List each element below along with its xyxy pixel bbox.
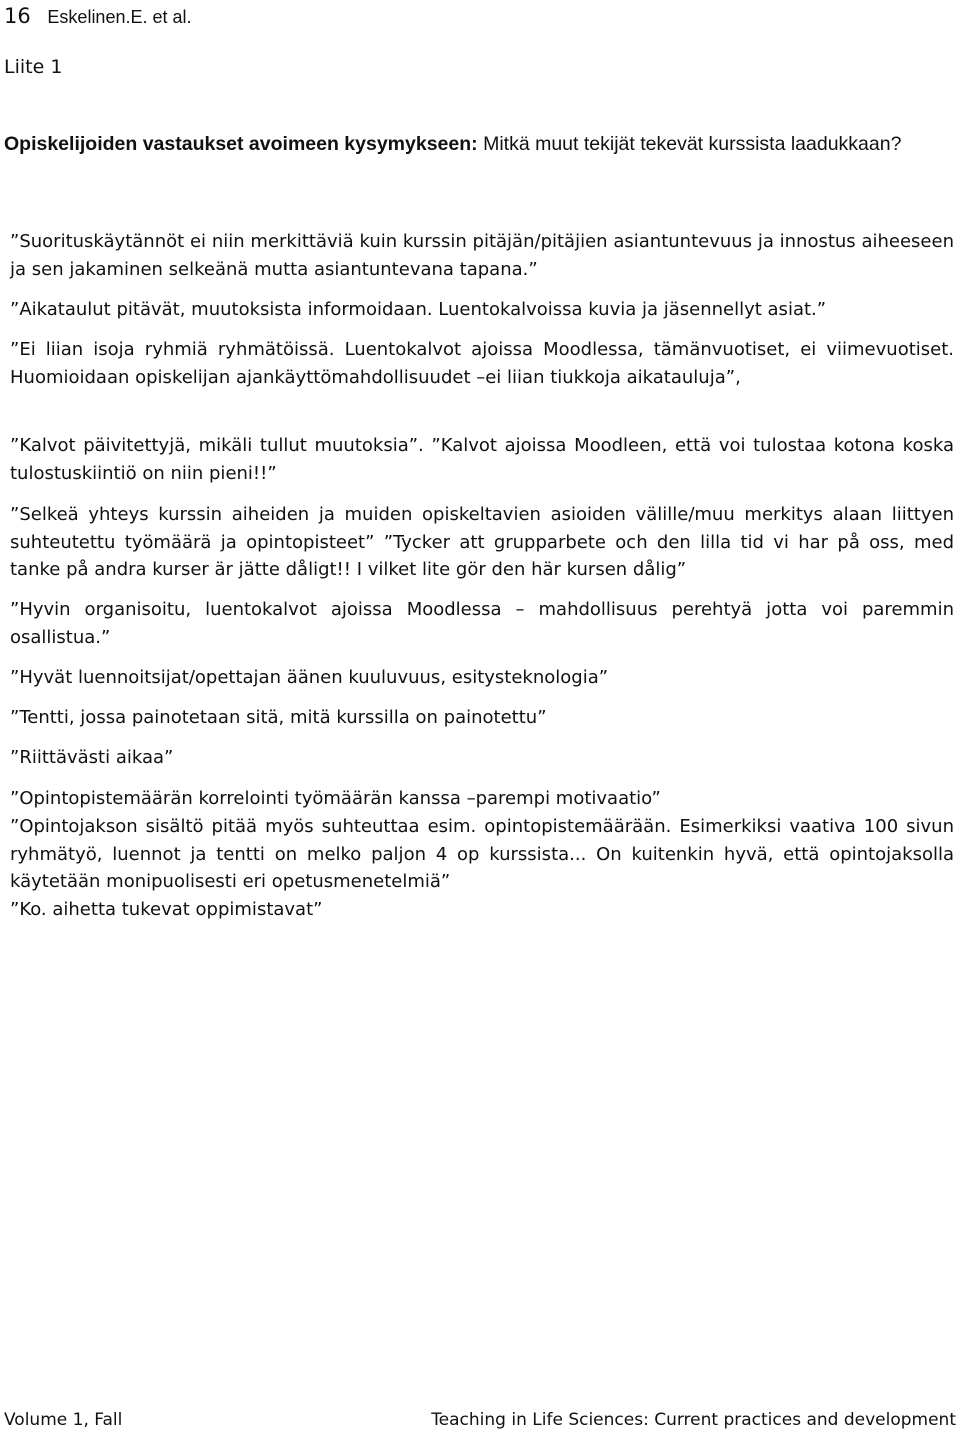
- page-header: [4, 4, 192, 28]
- answer-item: ”Hyvin organisoitu, luentokalvot ajoissa Moodlessa – mahdollisuus perehtyä jotta voi paremmin osallistua.”: [10, 599, 954, 648]
- running-authors: Eskelinen.E. et al.: [47, 7, 192, 27]
- answer-item: ”Opintopistemäärän korrelointi työmäärän kanssa –parempi motivaatio”: [10, 788, 661, 809]
- answer-item: ”Riittävästi aikaa”: [10, 747, 174, 768]
- answer-item: ”Aikataulut pitävät, muutoksista informoidaan. Luentokalvoissa kuvia ja jäsennellyt asiat.”: [10, 299, 827, 320]
- question-bold: Opiskelijoiden vastaukset avoimeen kysymykseen:: [4, 133, 478, 155]
- answer-item: ”Kalvot päivitettyjä, mikäli tullut muutoksia”. ”Kalvot ajoissa Moodleen, että voi tulostaa kotona koska tulostuskiintiö on niin pieni!!”: [10, 435, 954, 484]
- answer-item: ”Tentti, jossa painotetaan sitä, mitä kurssilla on painotettu”: [10, 707, 547, 728]
- answer-item: ”Hyvät luennoitsijat/opettajan äänen kuuluvuus, esitysteknologia”: [10, 667, 609, 688]
- answer-item: ”Selkeä yhteys kurssin aiheiden ja muiden opiskeltavien asioiden välille/muu merkitys alaan liittyen suhteutettu työmäärä ja opintopisteet” ”Tycker att grupparbete och den lilla tid vi har på oss, med tanke på andra kurser är jätte dåligt!! I vilket lite gör den här kursen dålig”: [10, 504, 954, 580]
- footer-journal: Teaching in Life Sciences: Current practices and development: [431, 1410, 956, 1430]
- question-text: Mitkä muut tekijät tekevät kurssista laadukkaan?: [477, 133, 902, 155]
- answer-item: ”Ei liian isoja ryhmiä ryhmätöissä. Luentokalvot ajoissa Moodlessa, tämänvuotiset, ei viimevuotiset. Huomioidaan opiskelijan ajankäyttömahdollisuudet –ei liian tiukkoja aikatauluja”,: [10, 339, 954, 388]
- page-number: 16: [4, 4, 31, 28]
- footer-volume: Volume 1, Fall: [4, 1410, 123, 1430]
- answer-item: ”Suorituskäytännöt ei niin merkittäviä kuin kurssin pitäjän/pitäjien asiantuntevuus ja innostus aiheeseen ja sen jakaminen selkeänä mutta asiantuntevana tapana.”: [10, 231, 954, 280]
- answer-item: ”Ko. aihetta tukevat oppimistavat”: [10, 899, 323, 920]
- question-heading: [4, 131, 956, 157]
- appendix-label: Liite 1: [4, 56, 63, 78]
- answer-item: ”Opintojakson sisältö pitää myös suhteuttaa esim. opintopistemäärään. Esimerkiksi vaativa 100 sivun ryhmätyö, luennot ja tentti on melko paljon 4 op kurssista... On kuitenkin hyvä, että opintojaksolla käytetään monipuolisesti eri opetusmenetelmiä”: [10, 816, 954, 892]
